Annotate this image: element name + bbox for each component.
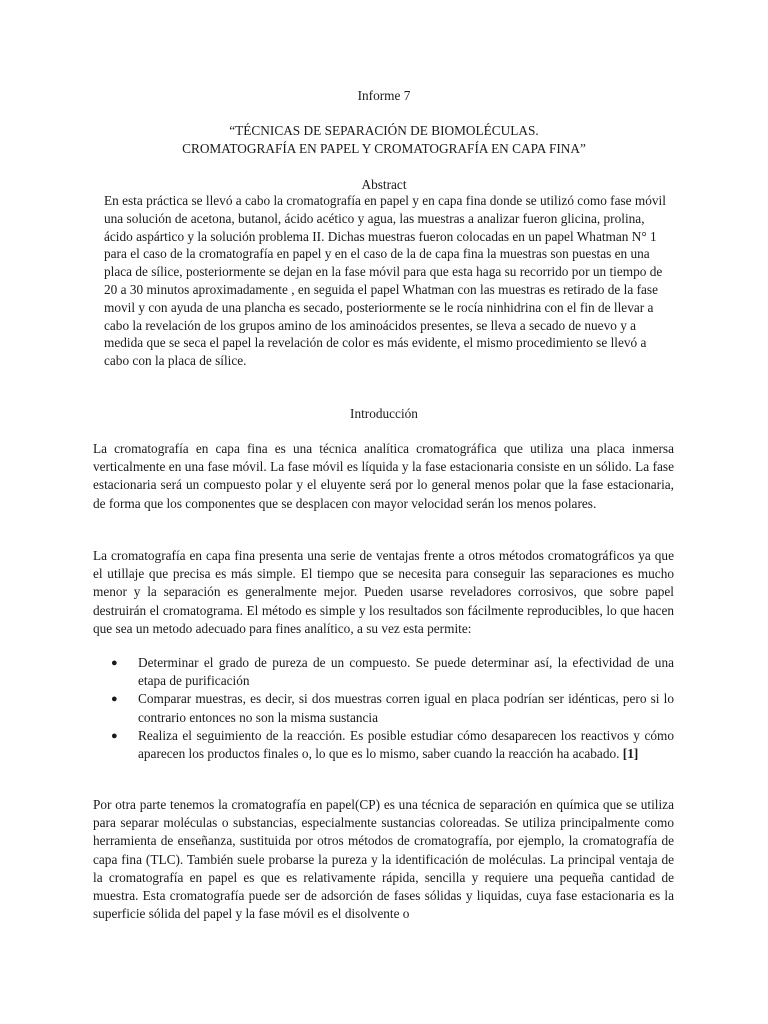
- list-item: [93, 727, 674, 763]
- list-item-text: Realiza el seguimiento de la reacción. Es posible estudiar cómo desaparecen los reactivos y cómo aparecen los productos finales o, lo que es lo mismo, saber cuando la reacción ha acabado.: [138, 727, 674, 762]
- list-item: [93, 654, 674, 690]
- bullet-icon: ●: [111, 729, 118, 742]
- list-item-text: Comparar muestras, es decir, si dos muestras corren igual en placa podrían ser idénticas, pero si lo contrario entonces no son la misma sustancia: [138, 691, 674, 725]
- bullet-icon: ●: [111, 657, 118, 669]
- list-item: [93, 690, 674, 726]
- intro-paragraph-2: La cromatografía en capa fina presenta una serie de ventajas frente a otros métodos cromatográficos ya que el utillaje que precisa es más simple. El tiempo que se necesita para conseguir las separaciones es mucho menor y la separación es generalmente mejor. Pueden usarse reveladores corrosivos, que sobre papel destruirán el cromatograma. El método es simple y los resultados son fácilmente reproducibles, lo que hacen que sea un metodo adecuado para fines analítico, a su vez esta permite:: [93, 548, 674, 636]
- citation-reference: [1]: [622, 746, 639, 762]
- bullet-icon: ●: [111, 693, 118, 706]
- document-title: [0, 122, 768, 158]
- introduction-heading: Introducción: [350, 406, 418, 421]
- intro-paragraph-1: La cromatografía en capa fina es una técnica analítica cromatográfica que utiliza una placa inmersa verticalmente en una fase móvil. La fase móvil es líquida y la fase estacionaria consiste en un sólido. La fase estacionaria será un compuesto polar y el eluyente será por lo general menos polar que la fase estacionaria, de forma que los componentes que se desplacen con mayor velocidad serán los menos polares.: [93, 441, 674, 511]
- list-item-text: Determinar el grado de pureza de un compuesto. Se puede determinar así, la efectividad de una etapa de purificación: [138, 655, 674, 689]
- title-line-2: CROMATOGRAFÍA EN PAPEL Y CROMATOGRAFÍA EN CAPA FINA”: [182, 141, 586, 156]
- intro-paragraph-3: Por otra parte tenemos la cromatografía en papel(CP) es una técnica de separación en química que se utiliza para separar moléculas o substancias, especialmente sustancias coloreadas. Se utiliza principalmente como herramienta de enseñanza, sustituida por otros métodos de cromatografía, por ejemplo, la cromatografía de capa fina (TLC). También suele probarse la pureza y la identificación de moléculas. La principal ventaja de la cromatografía en papel es que es relativamente rápida, sencilla y requiere una pequeña cantidad de muestra. Esta cromatografía puede ser de adsorción de fases sólidas y liquidas, cuya fase estacionaria es la superficie sólida del papel y la fase móvil es el disolvente o: [93, 797, 674, 922]
- report-label: Informe 7: [357, 88, 411, 103]
- abstract-heading: Abstract: [361, 177, 407, 192]
- advantages-list: [93, 654, 674, 763]
- title-line-1: “TÉCNICAS DE SEPARACIÓN DE BIOMOLÉCULAS.: [229, 123, 539, 138]
- abstract-text: En esta práctica se llevó a cabo la cromatografía en papel y en capa fina donde se utilizó como fase móvil una solución de acetona, butanol, ácido acético y agua, las muestras a analizar fueron glicina, prolina, ácido aspártico y la solución problema II. Dichas muestras fueron colocadas en un papel Whatman N° 1 para el caso de la cromatografía en papel y en el caso de la de capa fina la muestras son puestas en una placa de sílice, posteriormente se dejan en la fase móvil para que esta haga su recorrido por un tiempo de 20 a 30 minutos aproximadamente , en seguida el papel Whatman con las muestras es retirado de la fase movil y con ayuda de una plancha es secado, posteriormente se le rocía ninhidrina con el fin de llevar a cabo la revelación de los grupos amino de los aminoácidos presentes, se lleva a secado de nuevo y a medida que se seca el papel la revelación de color es más evidente, el mismo procedimiento se llevó a cabo con la placa de sílice.: [104, 193, 666, 369]
